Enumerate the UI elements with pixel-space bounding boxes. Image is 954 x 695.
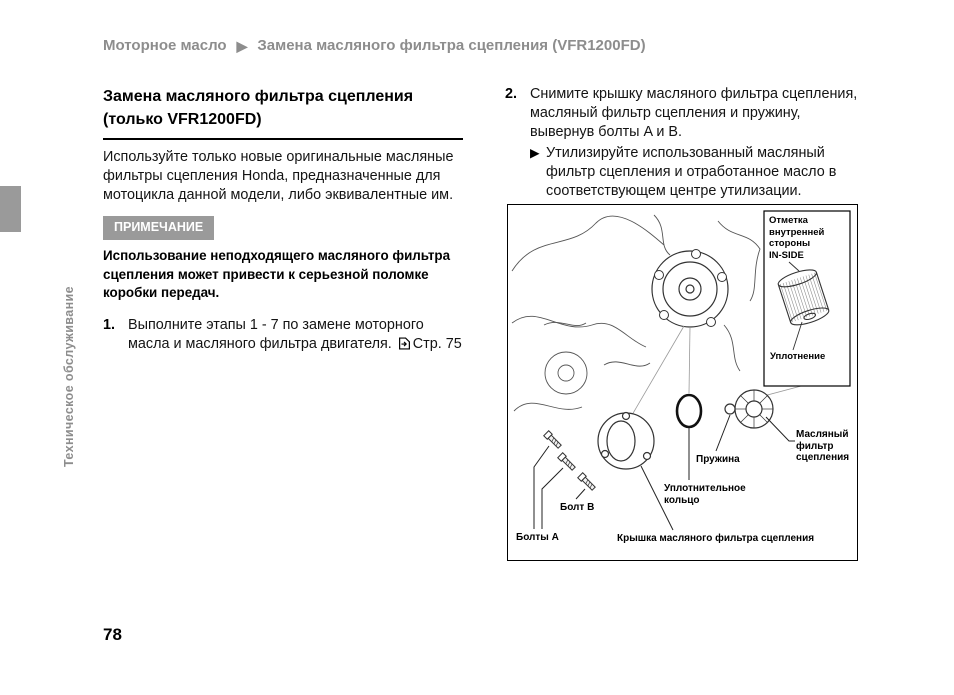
- page-reference: [392, 336, 462, 352]
- label-clutch-oil-filter: [796, 429, 849, 464]
- chapter-tab: [0, 186, 21, 232]
- left-column: [103, 85, 463, 354]
- label-spring: Пружина: [696, 454, 740, 465]
- step-1: [103, 316, 463, 354]
- breadcrumb-section: Моторное масло: [103, 37, 227, 54]
- label-o-ring: [664, 483, 746, 506]
- label-clutch-oil-filter-line2: фильтр: [796, 440, 834, 452]
- step-2: [505, 85, 861, 142]
- section-title: [103, 85, 463, 140]
- page-reference-label: Стр. 75: [412, 335, 462, 352]
- notice-badge: ПРИМЕЧАНИЕ: [103, 216, 214, 240]
- notice-text: Использование неподходящего масляного фильтра сцепления может привести к серьезной поломке коробки передач.: [103, 248, 451, 300]
- step-2-text: Снимите крышку масляного фильтра сцепления, масляный фильтр сцепления и пружину, вывернув болты A и B.: [530, 86, 858, 140]
- intro-paragraph: Используйте только новые оригинальные масляные фильтры сцепления Honda, предназначенные для мотоцикла данной модели, либо эквивалентные им.: [103, 149, 454, 203]
- label-clutch-oil-filter-line3: сцепления: [796, 452, 850, 463]
- page-reference-icon: [398, 337, 411, 350]
- inset-mark-line1: Отметка: [769, 215, 808, 226]
- label-seal: Уплотнение: [770, 351, 826, 362]
- label-cover: Крышка масляного фильтра сцепления: [617, 533, 815, 544]
- clutch-oil-filter-diagram: [507, 204, 858, 561]
- label-bolt-b: Болт B: [560, 502, 595, 513]
- page-number: 78: [103, 625, 122, 644]
- breadcrumb-topic: Замена масляного фильтра сцепления (VFR1200FD): [257, 37, 646, 54]
- section-title-line2: (только VFR1200FD): [103, 111, 262, 128]
- step-1-body-text: Выполните этапы 1 - 7 по замене моторного масла и масляного фильтра двигателя.: [128, 316, 424, 352]
- bullet-arrow-icon: ▶: [530, 146, 540, 160]
- breadcrumb: [103, 37, 646, 54]
- step-1-number: 1.: [103, 316, 116, 333]
- inset-mark-line3: стороны: [769, 238, 811, 249]
- inset-mark-line4: IN-SIDE: [769, 249, 804, 261]
- bullet-text: Утилизируйте использованный масляный фильтр сцепления и отработанное масло в соответствующем центре утилизации.: [546, 145, 837, 199]
- step-2-sub-bullet: [530, 144, 861, 201]
- label-o-ring-line2: кольцо: [664, 494, 700, 506]
- step-1-text: [128, 316, 463, 354]
- section-title-line1: Замена масляного фильтра сцепления: [103, 88, 414, 105]
- chapter-vertical-label: Техническое обслуживание: [62, 286, 76, 467]
- inset-mark-line2: внутренней: [769, 226, 825, 238]
- breadcrumb-arrow-icon: ▶: [236, 37, 248, 54]
- right-column: [505, 85, 861, 201]
- label-o-ring-line1: Уплотнительное: [664, 483, 746, 494]
- step-2-number: 2.: [505, 86, 518, 102]
- label-bolts-a: Болты A: [516, 532, 559, 543]
- inset-mark-label: [769, 215, 847, 261]
- label-clutch-oil-filter-line1: Масляный: [796, 429, 849, 440]
